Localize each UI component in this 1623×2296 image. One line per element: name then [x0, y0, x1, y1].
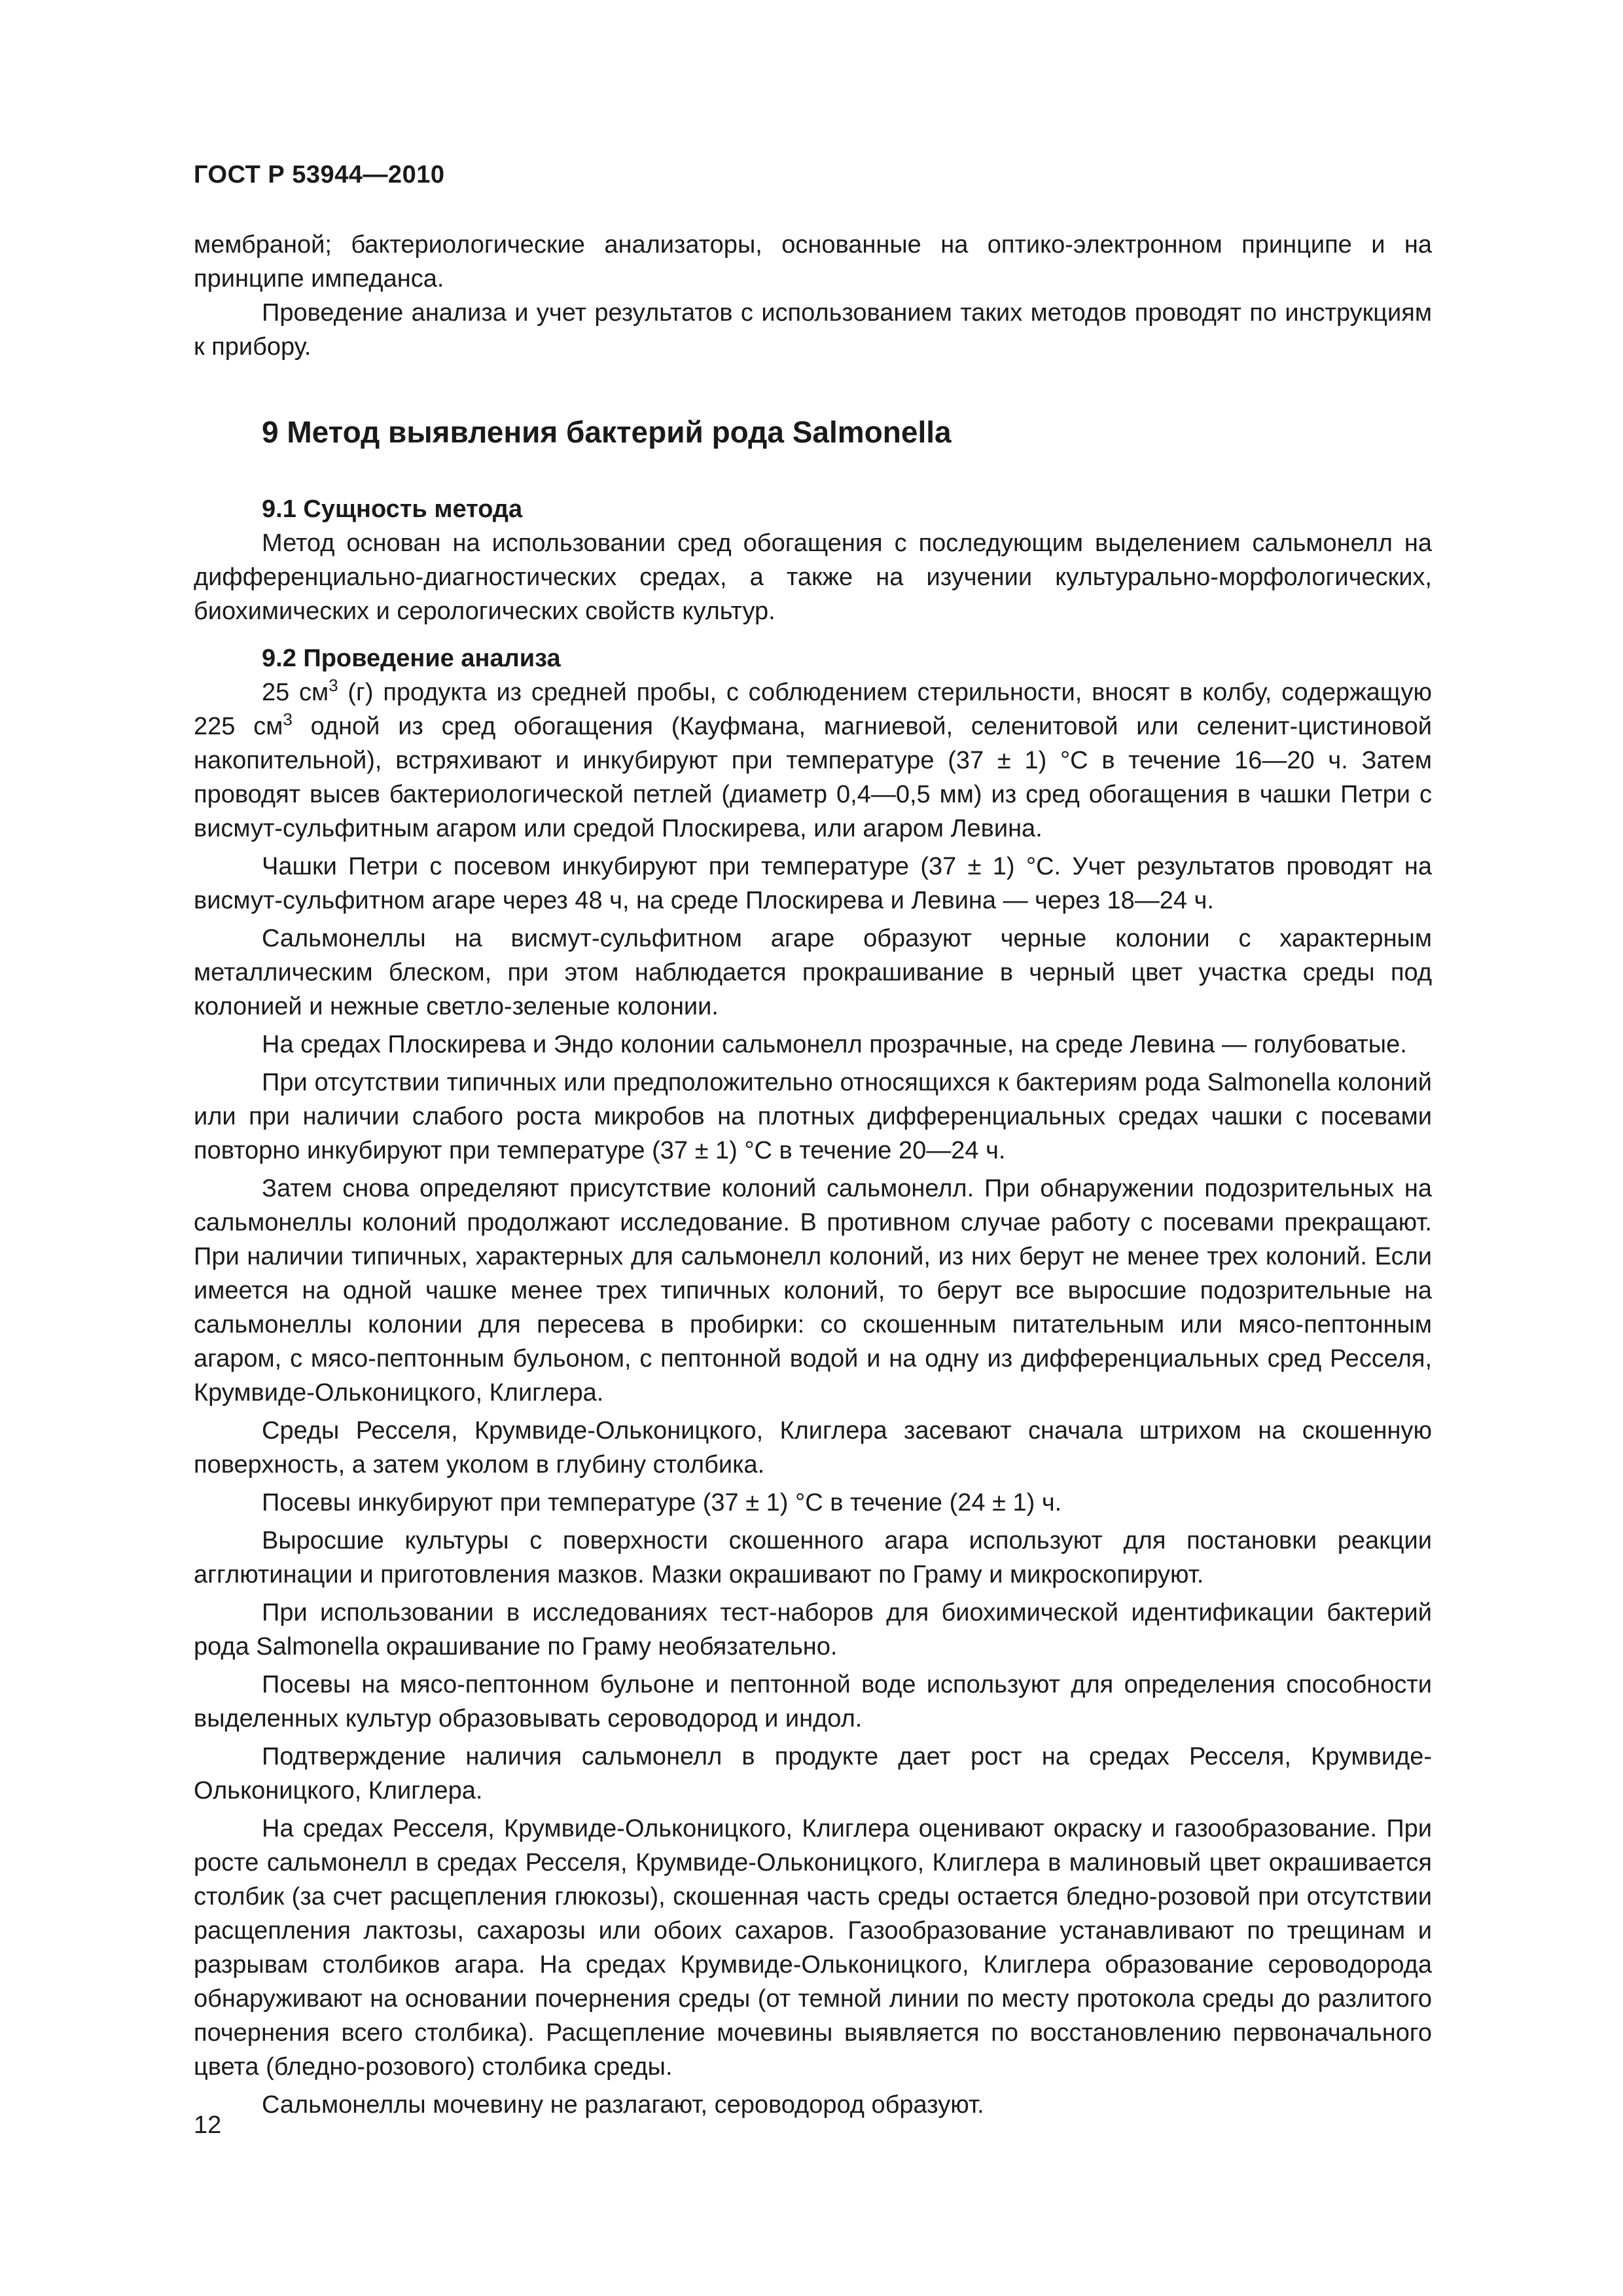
paragraph-9-2-1 — [194, 675, 1432, 846]
page-number: 12 — [194, 2111, 222, 2139]
text-run: 25 см — [262, 679, 329, 706]
paragraph-9-2-8: Посевы инкубируют при температуре (37 ± 1) °С в течение (24 ± 1) ч. — [262, 1489, 1062, 1516]
paragraph-intro-2: Проведение анализа и учет результатов с использованием таких методов проводят по инструкциям к прибору. — [194, 299, 1432, 361]
text-run: (г) продукта из средней пробы, с соблюдением стерильности, вносят в колбу, содержащую 225 см — [194, 679, 1432, 740]
subsection-9-1-title: 9.1 Сущность метода — [262, 495, 523, 523]
superscript: 3 — [283, 709, 293, 729]
paragraph-9-2-4: На средах Плоскирева и Эндо колонии сальмонелл прозрачные, на среде Левина — голубоватые. — [262, 1031, 1407, 1058]
superscript: 3 — [329, 675, 338, 695]
paragraph-9-2-10: При использовании в исследованиях тест-наборов для биохимической идентификации бактерий рода Salmonella окрашивание по Граму необязательно. — [194, 1599, 1432, 1660]
paragraph-9-2-7: Среды Ресселя, Крумвиде-Ольконицкого, Клиглера засевают сначала штрихом на скошенную поверхность, а затем уколом в глубину столбика. — [194, 1417, 1432, 1479]
document-body — [194, 228, 1432, 2122]
subsection-9-2-title: 9.2 Проведение анализа — [262, 645, 561, 672]
paragraph-9-2-12: Подтверждение наличия сальмонелл в продукте дает рост на средах Ресселя, Крумвиде-Ольконицкого, Клиглера. — [194, 1743, 1432, 1804]
paragraph-9-2-11: Посевы на мясо-пептонном бульоне и пептонной воде используют для определения способности выделенных культур образовывать сероводород и индол. — [194, 1671, 1432, 1732]
paragraph-9-1: Метод основан на использовании сред обогащения с последующим выделением сальмонелл на дифференциально-диагностических средах, а также на изучении культурально-морфологических, биохимических и серологических свойств культур. — [194, 529, 1432, 625]
paragraph-9-2-6: Затем снова определяют присутствие колоний сальмонелл. При обнаружении подозрительных на сальмонеллы колоний продолжают исследование. В противном случае работу с посевами прекращают. При наличии типичных, характерных для сальмонелл колоний, из них берут не менее трех колоний. Если имеется на одной чашке менее трех типичных колоний, то берут все выросшие подозрительные на сальмонеллы колонии для пересева в пробирки: со скошенным питательным или мясо-пептонным агаром, с мясо-пептонным бульоном, с пептонной водой и на одну из дифференциальных сред Ресселя, Крумвиде-Ольконицкого, Клиглера. — [194, 1175, 1432, 1407]
paragraph-9-2-2: Чашки Петри с посевом инкубируют при температуре (37 ± 1) °С. Учет результатов проводят на висмут-сульфитном агаре через 48 ч, на среде Плоскирева и Левина — через 18—24 ч. — [194, 853, 1432, 914]
section-9-title: 9 Метод выявления бактерий рода Salmonella — [262, 415, 952, 449]
paragraph-9-2-9: Выросшие культуры с поверхности скошенного агара используют для постановки реакции агглютинации и приготовления мазков. Мазки окрашивают по Граму и микроскопируют. — [194, 1527, 1432, 1588]
text-run: одной из сред обогащения (Кауфмана, магниевой, селенитовой или селенит-цистиновой накопительной), встряхивают и инкубируют при температуре (37 ± 1) °С в течение 16—20 ч. Затем проводят высев бактериологической петлей (диаметр 0,4—0,5 мм) из сред обогащения в чашки Петри с висмут-сульфитным агаром или средой Плоскирева, или агаром Левина. — [194, 713, 1432, 842]
paragraph-intro-1: мембраной; бактериологические анализаторы, основанные на оптико-электронном принципе и на принципе импеданса. — [194, 231, 1432, 293]
paragraph-9-2-14: Сальмонеллы мочевину не разлагают, сероводород образуют. — [262, 2091, 984, 2119]
paragraph-9-2-3: Сальмонеллы на висмут-сульфитном агаре образуют черные колонии с характерным металлическим блеском, при этом наблюдается прокрашивание в черный цвет участка среды под колонией и нежные светло-зеленые колонии. — [194, 925, 1432, 1020]
paragraph-9-2-13: На средах Ресселя, Крумвиде-Ольконицкого, Клиглера оценивают окраску и газообразование. При росте сальмонелл в средах Ресселя, Крумвиде-Ольконицкого, Клиглера в малиновый цвет окрашивается столбик (за счет расщепления глюкозы), скошенная часть среды остается бледно-розовой при отсутствии расщепления лактозы, сахарозы или обоих сахаров. Газообразование устанавливают по трещинам и разрывам столбиков агара. На средах Крумвиде-Ольконицкого, Клиглера образование сероводорода обнаруживают на основании почернения среды (от темной линии по месту протокола среды до разлитого почернения всего столбика). Расщепление мочевины выявляется по восстановлению первоначального цвета (бледно-розового) столбика среды. — [194, 1815, 1432, 2081]
paragraph-9-2-5: При отсутствии типичных или предположительно относящихся к бактериям рода Salmonella колоний или при наличии слабого роста микробов на плотных дифференциальных средах чашки с посевами повторно инкубируют при температуре (37 ± 1) °С в течение 20—24 ч. — [194, 1069, 1432, 1164]
standard-header: ГОСТ Р 53944—2010 — [194, 161, 445, 188]
